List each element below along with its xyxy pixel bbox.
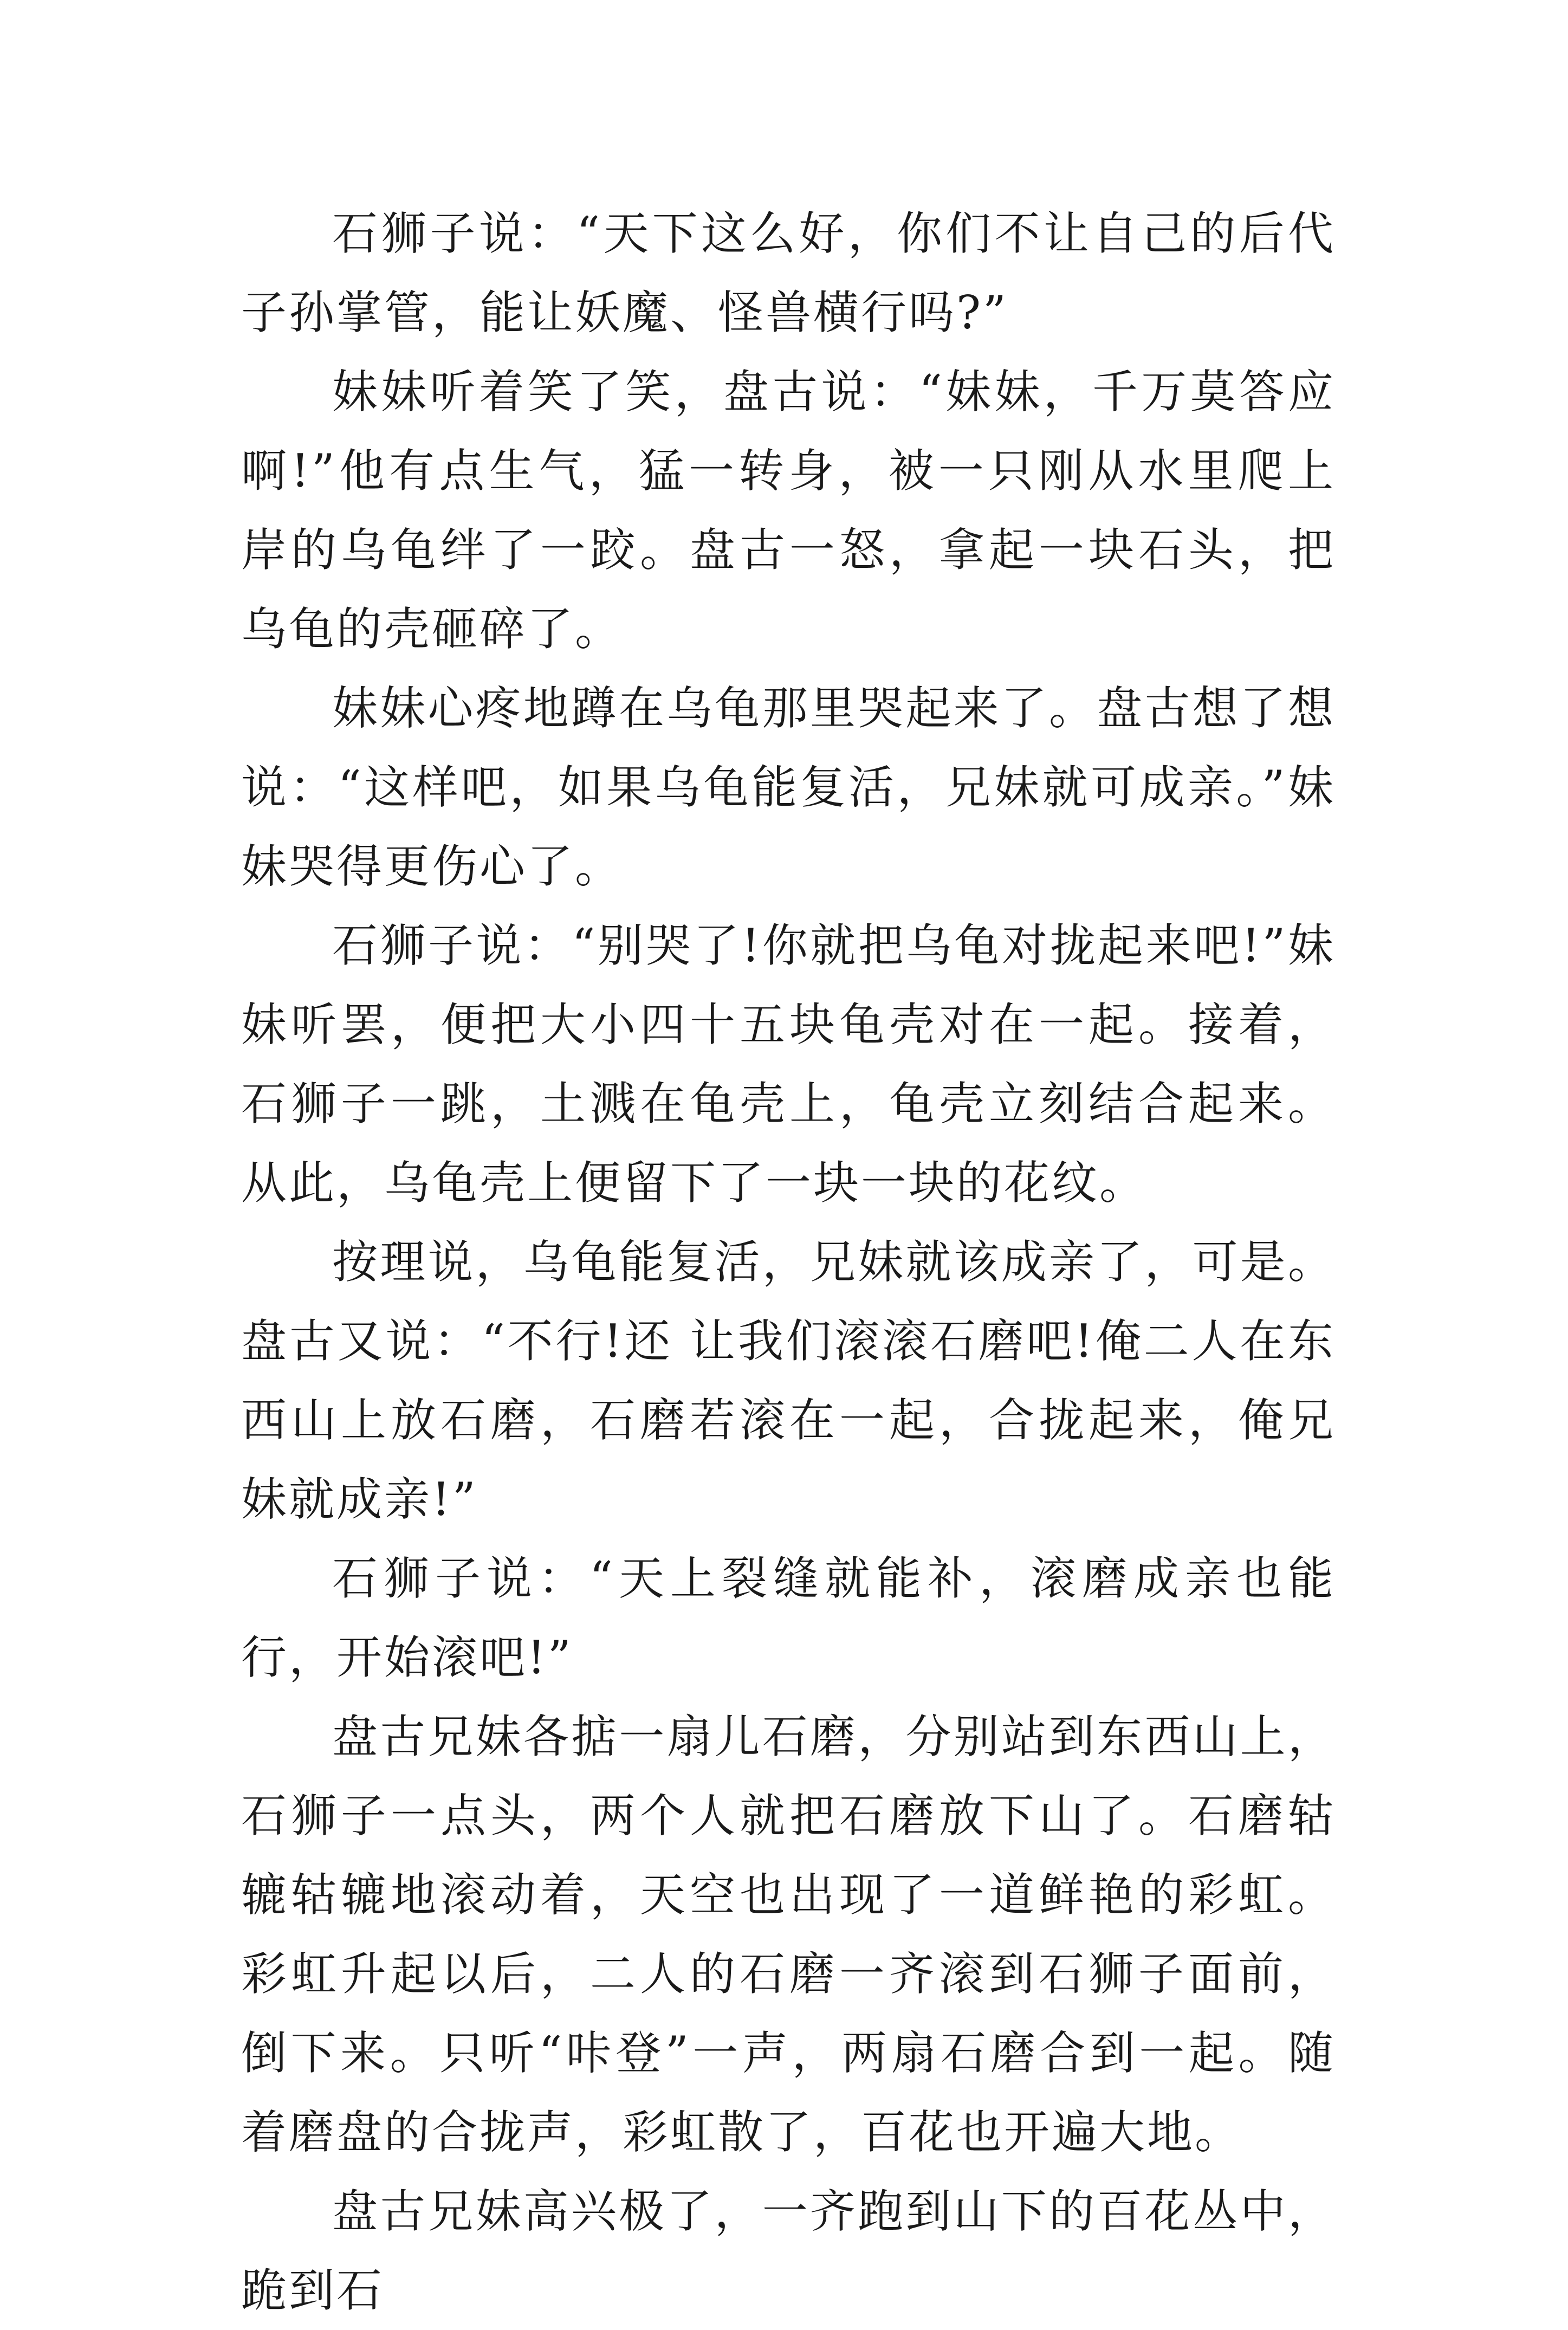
paragraph: 妹妹听着笑了笑，盘古说：“妹妹，千万莫答应啊!”他有点生气，猛一转身，被一只刚从水里爬上岸的乌龟绊了一跤。盘古一怒，拿起一块石头，把乌龟的壳砸碎了。 — [241, 365, 1336, 656]
paragraph: 盘古兄妹各掂一扇儿石磨，分别站到东西山上，石狮子一点头，两个人就把石磨放下山了。石磨轱辘轱辘地滚动着，天空也出现了一道鲜艳的彩虹。彩虹升起以后，二人的石磨一齐滚到石狮子面前，倒下来。只听“咔登”一声，两扇石磨合到一起。随着磨盘的合拢声，彩虹散了，百花也开遍大地。 — [241, 1710, 1336, 2159]
paragraph: 按理说，乌龟能复活，兄妹就该成亲了，可是。盘古又说：“不行!还 让我们滚滚石磨吧!俺二人在东西山上放石磨，石磨若滚在一起，合拢起来，俺兄妹就成亲!” — [241, 1235, 1336, 1526]
paragraph: 妹妹心疼地蹲在乌龟那里哭起来了。盘古想了想说：“这样吧，如果乌龟能复活，兄妹就可成亲。”妹妹哭得更伤心了。 — [241, 682, 1336, 893]
paragraph: 盘古兄妹高兴极了，一齐跑到山下的百花丛中，跪到石 — [241, 2185, 1336, 2317]
body-text — [241, 194, 1336, 2330]
paragraph: 石狮子说：“别哭了!你就把乌龟对拢起来吧!”妹妹听罢，便把大小四十五块龟壳对在一起。接着，石狮子一跳，土溅在龟壳上，龟壳立刻结合起来。从此，乌龟壳上便留下了一块一块的花纹。 — [241, 919, 1336, 1209]
paragraph: 石狮子说：“天上裂缝就能补，滚磨成亲也能行，开始滚吧!” — [241, 1552, 1336, 1684]
paragraph: 石狮子说：“天下这么好，你们不让自己的后代子孙掌管，能让妖魔、怪兽横行吗?” — [241, 207, 1336, 339]
